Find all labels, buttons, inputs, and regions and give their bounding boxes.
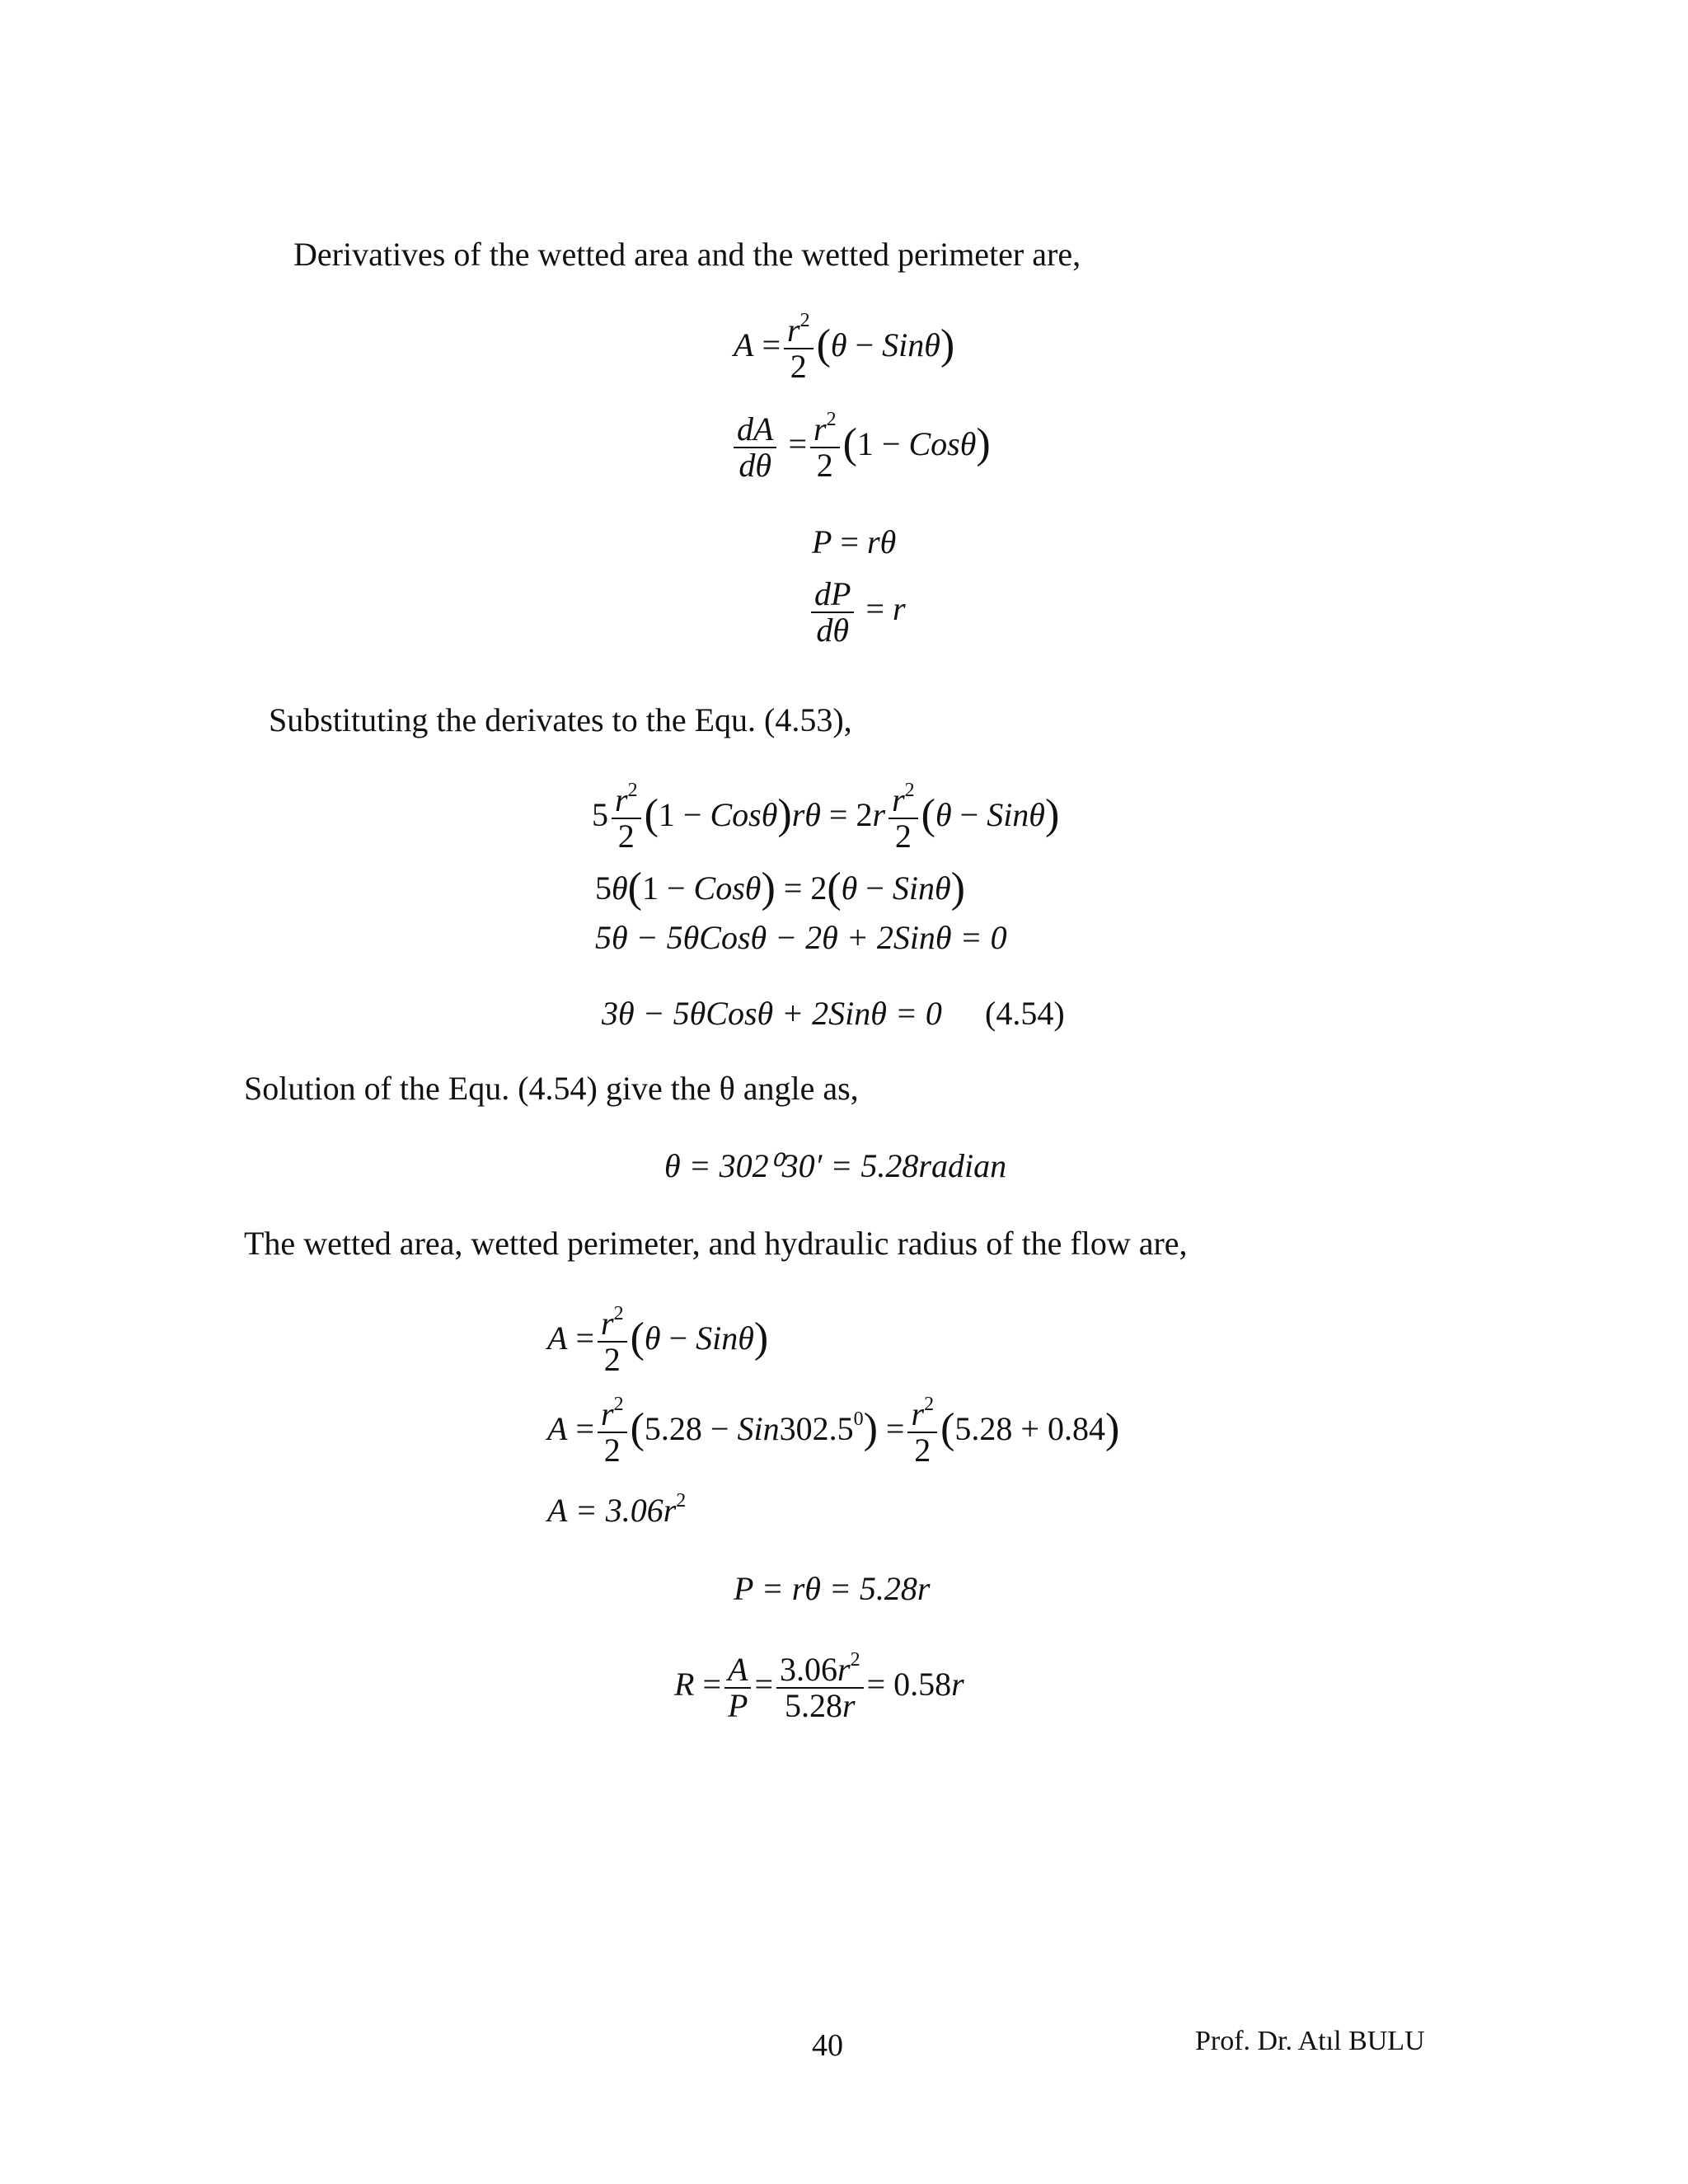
equation-simplified: 5θ(1 − Cosθ) = 2(θ − Sinθ) [595,865,965,912]
equation-area-repeat: A = $\frac{r^2}{2}$ (θ − Sinθ) [547,1303,769,1378]
equation-perimeter-derivative: $\frac{dP}{d\theta}$ = r [808,577,906,648]
equation-number: (4.54) [985,995,1065,1032]
equation-expanded: 5θ − 5θCosθ − 2θ + 2Sinθ = 0 [595,919,1007,956]
equation-4-54: 3θ − 5θCosθ + 2Sinθ = 0 [602,995,942,1032]
paragraph-solution: Solution of the Equ. (4.54) give the θ angle as, [244,1070,859,1107]
equation-area-derivative: $\frac{dA}{d\theta}$ = $\frac{r^2}{2}$ (1 − Cosθ) [730,412,991,483]
page-number: 40 [812,2028,843,2063]
equation-area: A = $\frac{r^2}{2}$ (θ − Sinθ) [734,310,955,385]
paragraph-substitution: Substituting the derivates to the Equ. (4.53), [269,701,852,738]
equation-substituted: 5 $\frac{r^2}{2}$ (1 − Cosθ)rθ = 2r $\frac{r^2}{2}$ (θ − Sinθ) [592,780,1060,855]
equation-perimeter-result: P = rθ = 5.28r [734,1570,931,1607]
equation-perimeter: P = rθ [812,523,897,560]
equation-hydraulic-radius: R = $\frac{A}{P}$ = $\frac{3.06r^2}{5.28r}$ = 0.58r [674,1649,964,1724]
author-footer: Prof. Dr. Atıl BULU [1195,2026,1425,2056]
paragraph-results-intro: The wetted area, wetted perimeter, and hydraulic radius of the flow are, [244,1225,1188,1262]
paragraph-derivatives-intro: Derivatives of the wetted area and the wetted perimeter are, [293,236,1081,273]
equation-theta-value: θ = 302⁰30′ = 5.28radian [664,1147,1007,1184]
equation-area-numeric: A = $\frac{r^2}{2}$ $(5.28 - Sin302.5^0)$ = $\frac{r^2}{2}$ (5.28 + 0.84) [547,1394,1120,1469]
equation-area-result: $A = 3.06r^2$ [547,1490,687,1529]
